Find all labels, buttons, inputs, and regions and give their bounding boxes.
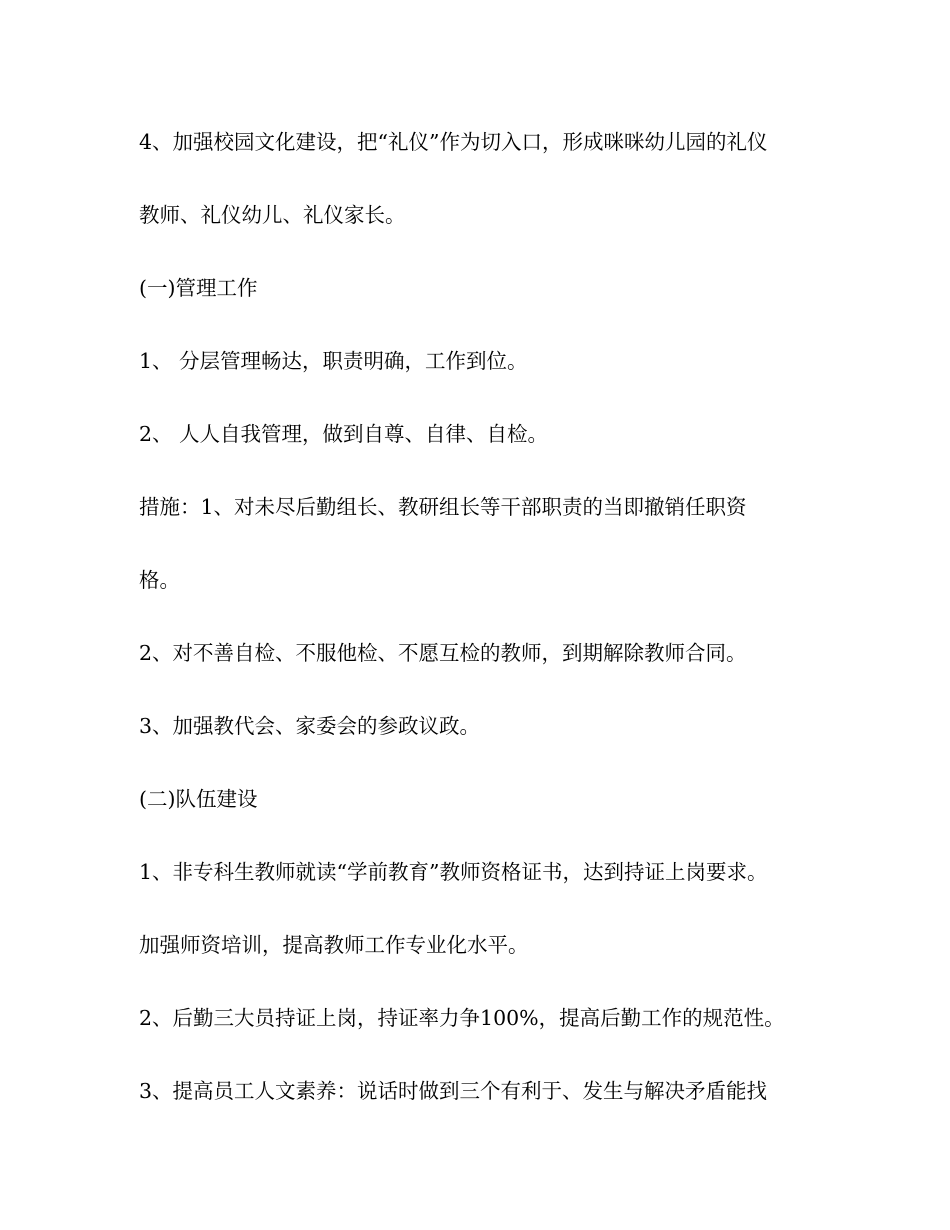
text-line: 4、加强校园文化建设，把“礼仪”作为切入口，形成咪咪幼儿园的礼仪	[139, 130, 768, 154]
text-line: 1、 分层管理畅达，职责明确，工作到位。	[139, 349, 528, 373]
section-heading: (一)管理工作	[139, 276, 258, 300]
text-line: 2、对不善自检、不服他检、不愿互检的教师，到期解除教师合同。	[139, 641, 747, 665]
text-line: 措施：1、对未尽后勤组长、教研组长等干部职责的当即撤销任职资	[139, 495, 747, 519]
text-line: 3、提高员工人文素养：说话时做到三个有利于、发生与解决矛盾能找	[139, 1079, 768, 1103]
section-heading: (二)队伍建设	[139, 787, 258, 811]
text-line: 3、加强教代会、家委会的参政议政。	[139, 714, 481, 738]
text-line: 1、非专科生教师就读“学前教育”教师资格证书，达到持证上岗要求。	[139, 860, 768, 884]
text-line: 教师、礼仪幼儿、礼仪家长。	[139, 203, 406, 227]
text-line: 格。	[139, 568, 180, 592]
text-line: 2、后勤三大员持证上岗，持证率力争100%，提高后勤工作的规范性。	[139, 1006, 785, 1030]
text-line: 2、 人人自我管理，做到自尊、自律、自检。	[139, 422, 549, 446]
text-line: 加强师资培训，提高教师工作专业化水平。	[139, 933, 529, 957]
